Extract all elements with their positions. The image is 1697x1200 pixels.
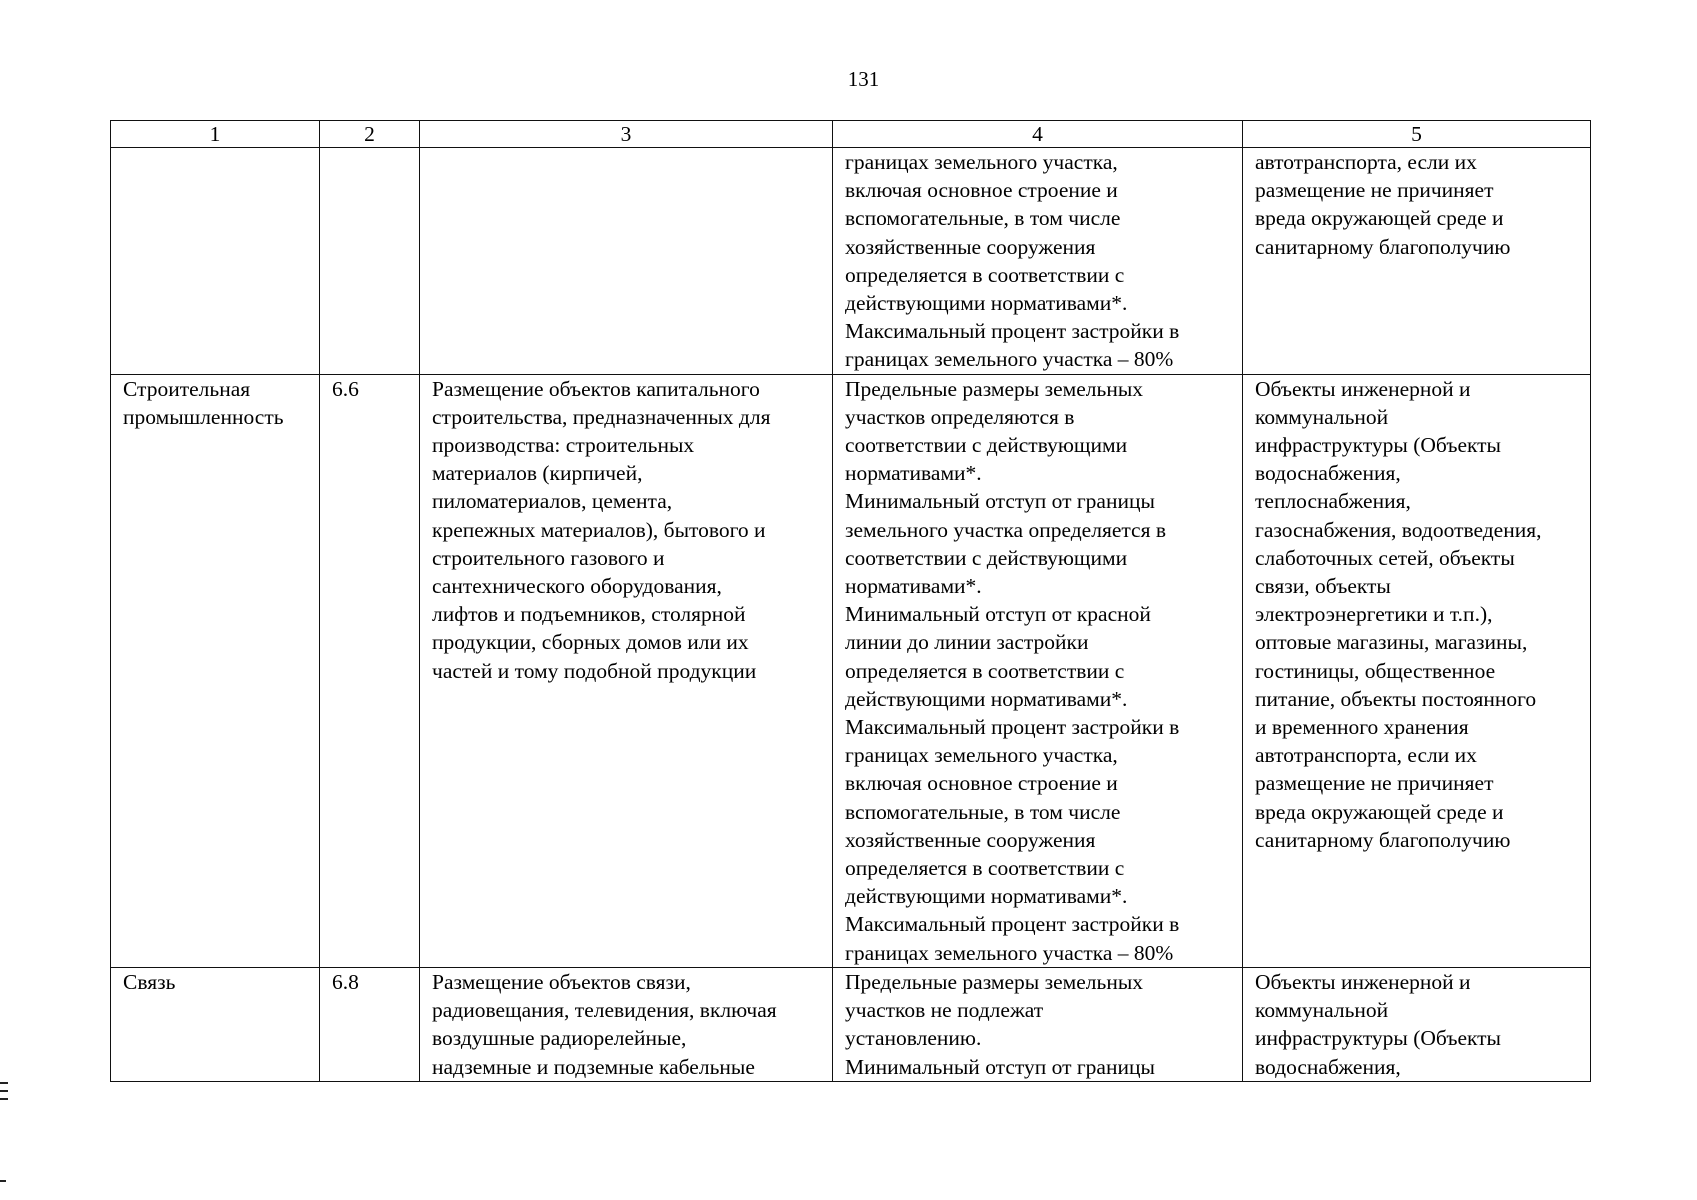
- zoning-regulations-table: [110, 120, 1591, 1082]
- use-name-cell: Связь: [111, 967, 320, 1081]
- table-row: [111, 967, 1591, 1081]
- use-code-cell: 6.6: [320, 374, 420, 967]
- auxiliary-uses-cell: Объекты инженерной и коммунальной инфраструктуры (Объекты водоснабжения,: [1243, 967, 1591, 1081]
- scan-margin-mark: [0, 1180, 6, 1182]
- parameters-cell: границах земельного участка, включая основное строение и вспомогательные, в том числе хозяйственные сооружения определяется в соответствии с действующими нормативами*. Максимальный процент застройки в границах земельного участка – 80%: [833, 148, 1243, 375]
- use-description-cell: [420, 148, 833, 375]
- page-number: 131: [847, 67, 880, 91]
- use-code-cell: [320, 148, 420, 375]
- scan-margin-mark: [0, 1098, 8, 1100]
- scan-margin-mark: [0, 1090, 8, 1092]
- use-name-cell: [111, 148, 320, 375]
- auxiliary-uses-cell: автотранспорта, если их размещение не причиняет вреда окружающей среде и санитарному благополучию: [1243, 148, 1591, 375]
- use-code-cell: 6.8: [320, 967, 420, 1081]
- parameters-cell: Предельные размеры земельных участков определяются в соответствии с действующими нормативами*. Минимальный отступ от границы земельного участка определяется в соответствии с действующими нормативами*. Минимальный отступ от красной линии до линии застройки определяется в соответствии с действующими нормативами*. Максимальный процент застройки в границах земельного участка, включая основное строение и вспомогательные, в том числе хозяйственные сооружения определяется в соответствии с действующими нормативами*. Максимальный процент застройки в границах земельного участка – 80%: [833, 374, 1243, 967]
- use-description-cell: Размещение объектов связи, радиовещания, телевидения, включая воздушные радиорелейные, надземные и подземные кабельные: [420, 967, 833, 1081]
- use-name-cell: Строительная промышленность: [111, 374, 320, 967]
- column-header-3: 3: [420, 121, 833, 148]
- column-header-4: 4: [833, 121, 1243, 148]
- column-header-2: 2: [320, 121, 420, 148]
- table-header-row: [111, 121, 1591, 148]
- auxiliary-uses-cell: Объекты инженерной и коммунальной инфраструктуры (Объекты водоснабжения, теплоснабжения, газоснабжения, водоотведения, слаботочных сетей, объекты связи, объекты электроэнергетики и т.п.), оптовые магазины, магазины, гостиницы, общественное питание, объекты постоянного и временного хранения автотранспорта, если их размещение не причиняет вреда окружающей среде и санитарному благополучию: [1243, 374, 1591, 967]
- parameters-cell: Предельные размеры земельных участков не подлежат установлению. Минимальный отступ от границы: [833, 967, 1243, 1081]
- table-row: [111, 374, 1591, 967]
- use-description-cell: Размещение объектов капитального строительства, предназначенных для производства: строительных материалов (кирпичей, пиломатериалов, цемента, крепежных материалов), бытового и строительного газового и сантехнического оборудования, лифтов и подъемников, столярной продукции, сборных домов или их частей и тому подобной продукции: [420, 374, 833, 967]
- column-header-5: 5: [1243, 121, 1591, 148]
- table-row: [111, 148, 1591, 375]
- column-header-1: 1: [111, 121, 320, 148]
- scan-margin-mark: [0, 1082, 8, 1084]
